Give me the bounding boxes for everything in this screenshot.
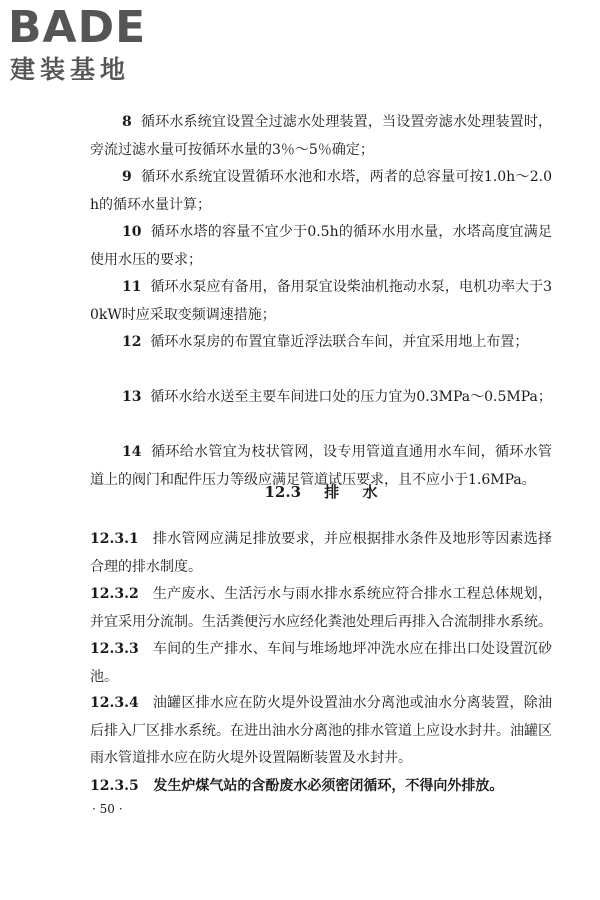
clause-12-3-2 (90, 581, 552, 636)
item-number: 12 (122, 334, 142, 350)
item-text: 循环水系统宜设置全过滤水处理装置，当设置旁滤水处理装置时，旁流过滤水量可按循环水量的3％～5％确定； (90, 114, 553, 158)
clause-text: 生产废水、生活污水与雨水排水系统应符合排水工程总体规划，并宜采用分流制。生活粪便污水应经化粪池处理后再排入合流制排水系统。 (90, 586, 553, 630)
clause-text: 发生炉煤气站的含酚废水必须密闭循环，不得向外排放。 (153, 778, 504, 794)
clause-text: 油罐区排水应在防火堤外设置油水分离池或油水分离装置，除油后排入厂区排水系统。在进出油水分离池的排水管道上应设水封井。油罐区雨水管道排水应在防火堤外设置隔断装置及水封井。 (90, 695, 553, 766)
logo-word: BADE (8, 2, 147, 53)
paragraph-item-12 (90, 329, 552, 357)
clause-12-3-4 (90, 690, 552, 773)
item-text: 循环水系统宜设置循环水池和水塔，两者的总容量可按1.0h～2.0h的循环水量计算； (90, 169, 553, 213)
paragraph-item-10 (90, 219, 552, 274)
clause-12-3-5 (90, 773, 552, 801)
paragraph-item-8 (90, 109, 552, 164)
item-number: 13 (122, 389, 142, 405)
clause-number: 12.3.4 (90, 695, 139, 711)
item-text: 循环水给水送至主要车间进口处的压力宜为0.3MPa～0.5MPa； (150, 389, 552, 405)
paragraph-item-9 (90, 164, 552, 219)
item-number: 10 (122, 224, 142, 240)
bade-logo (8, 4, 178, 86)
item-text: 循环水泵房的布置宜靠近浮法联合车间，并宜采用地上布置； (150, 334, 529, 350)
paragraph-item-11 (90, 274, 552, 329)
clause-number: 12.3.3 (90, 641, 139, 657)
page-number: · 50 · (92, 802, 123, 816)
item-text: 循环水塔的容量不宜少于0.5h的循环水用水量，水塔高度宜满足使用水压的要求； (90, 224, 552, 268)
clause-number: 12.3.5 (90, 778, 139, 794)
clause-text: 排水管网应满足排放要求，并应根据排水条件及地形等因素选择合理的排水制度。 (90, 531, 553, 575)
clause-text: 车间的生产排水、车间与堆场地坪冲洗水应在排出口处设置沉砂池。 (90, 641, 553, 685)
paragraph-item-13 (90, 384, 552, 412)
item-text: 循环给水管宜为枝状管网，设专用管道直通用水车间，循环水管道上的阀门和配件压力等级应满足管道试压要求，且不应小于1.6MPa。 (90, 444, 553, 488)
item-number: 9 (122, 169, 132, 185)
item-number: 14 (122, 444, 142, 460)
clause-12-3-3 (90, 636, 552, 691)
logo-subtitle: 建装基地 (10, 55, 131, 84)
item-number: 8 (122, 114, 132, 130)
clause-number: 12.3.1 (90, 531, 139, 547)
item-number: 11 (122, 279, 142, 295)
item-text: 循环水泵应有备用，备用泵宜设柴油机拖动水泵，电机功率大于30kW时应采取变频调速措施； (90, 279, 552, 323)
clause-12-3-1 (90, 526, 552, 581)
section-heading: 12.3 排 水 (264, 483, 378, 501)
clause-number: 12.3.2 (90, 586, 139, 602)
